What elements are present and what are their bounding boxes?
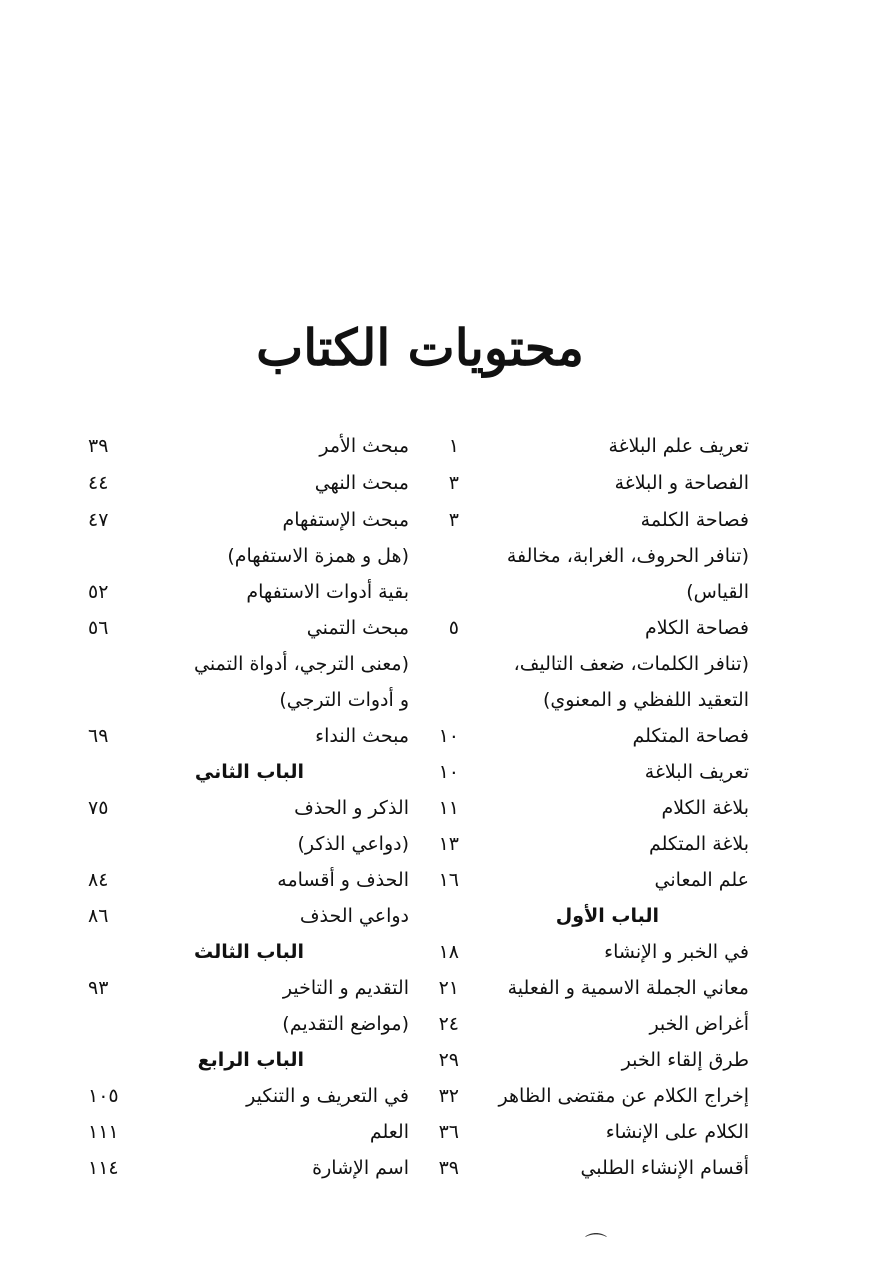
toc-entry-page: ١٠٥ — [88, 1085, 119, 1107]
toc-entry-page: ٣ — [448, 472, 459, 494]
toc-row — [0, 722, 869, 758]
chapter-heading: الباب الرابع — [197, 1049, 304, 1071]
toc-entry-title: (تنافر الكلمات، ضعف التاليف، — [513, 653, 749, 675]
chapter-heading: الباب الثاني — [194, 761, 304, 783]
toc-row — [0, 1118, 869, 1154]
toc-entry-page: ٢٩ — [438, 1049, 459, 1071]
toc-row — [0, 614, 869, 650]
toc-entry-page: ٩٣ — [88, 977, 109, 999]
toc-entry-title: مبحث التمني — [306, 617, 409, 639]
toc-entry-title: الفصاحة و البلاغة — [614, 472, 749, 494]
toc-row — [0, 686, 869, 722]
toc-entry-title: إخراج الكلام عن مقتضى الظاهر — [498, 1085, 749, 1107]
toc-entry-title: (معنى الترجي، أدواة التمني — [194, 653, 409, 675]
toc-entry-page: ٨٤ — [88, 869, 109, 891]
toc-entry-title: دواعي الحذف — [299, 905, 409, 927]
toc-entry-page: ١١ — [438, 797, 459, 819]
toc-entry-title: بقية أدوات الاستفهام — [246, 581, 409, 603]
toc-row — [0, 830, 869, 866]
toc-entry-page: ٦٩ — [88, 725, 109, 747]
toc-entry-title: القياس) — [686, 581, 749, 603]
toc-entry-title: فصاحة الكلمة — [640, 509, 749, 531]
page-mark-glyph: ⌒ — [585, 1233, 608, 1258]
toc-row — [0, 974, 869, 1010]
toc-entry-title: التعقيد اللفظي و المعنوي) — [542, 689, 749, 711]
toc-entry-page: ٣٩ — [438, 1157, 459, 1179]
chapter-heading: الباب الأول — [555, 905, 659, 927]
toc-entry-title: تعريف البلاغة — [644, 761, 749, 783]
toc-entry-title: (هل و همزة الاستفهام) — [227, 545, 409, 567]
toc-row — [0, 794, 869, 830]
toc-entry-title: علم المعاني — [654, 869, 749, 891]
toc-entry-title: بلاغة الكلام — [661, 797, 749, 819]
toc-entry-page: ٢١ — [438, 977, 459, 999]
toc-entry-title: فصاحة المتكلم — [632, 725, 749, 747]
toc-entry-page: ١٦ — [438, 869, 459, 891]
toc-entry-title: الذكر و الحذف — [294, 797, 409, 819]
toc-row — [0, 866, 869, 902]
toc-entry-page: ٣٢ — [438, 1085, 459, 1107]
toc-entry-title: طرق إلقاء الخبر — [621, 1049, 749, 1071]
toc-entry-page: ١٣ — [438, 833, 459, 855]
toc-entry-page: ٣٩ — [88, 435, 109, 457]
toc-entry-title: أقسام الإنشاء الطلبي — [580, 1157, 749, 1179]
toc-entry-title: مبحث النداء — [315, 725, 409, 747]
toc-entry-title: اسم الإشارة — [312, 1157, 409, 1179]
toc-row — [0, 650, 869, 686]
toc-row — [0, 578, 869, 614]
page-title: محتويات الكتاب — [256, 318, 584, 377]
toc-entry-page: ٤٤ — [88, 472, 109, 494]
toc-entry-page: ٥٢ — [88, 581, 109, 603]
toc-row — [0, 432, 869, 468]
toc-entry-title: (دواعي الذكر) — [297, 833, 409, 855]
toc-entry-title: (تنافر الحروف، الغرابة، مخالفة — [506, 545, 749, 567]
toc-entry-page: ٨٦ — [88, 905, 109, 927]
toc-entry-title: فصاحة الكلام — [645, 617, 749, 639]
toc-entry-title: مبحث النهي — [314, 472, 409, 494]
toc-entry-page: ٢٤ — [438, 1013, 459, 1035]
toc-entry-page: ١٨ — [438, 941, 459, 963]
toc-row — [0, 902, 869, 938]
toc-entry-title: بلاغة المتكلم — [648, 833, 749, 855]
toc-row — [0, 1082, 869, 1118]
toc-row — [0, 758, 869, 794]
toc-entry-title: أغراض الخبر — [649, 1013, 749, 1035]
toc-entry-title: في الخبر و الإنشاء — [604, 941, 749, 963]
toc-entry-title: تعريف علم البلاغة — [608, 435, 749, 457]
toc-entry-title: في التعريف و التنكير — [246, 1085, 409, 1107]
toc-row — [0, 469, 869, 505]
toc-entry-page: ٥٦ — [88, 617, 109, 639]
toc-entry-page: ٧٥ — [88, 797, 109, 819]
toc-entry-title: و أدوات الترجي) — [279, 689, 409, 711]
toc-entry-title: (مواضع التقديم) — [282, 1013, 409, 1035]
toc-entry-title: معاني الجملة الاسمية و الفعلية — [507, 977, 749, 999]
toc-entry-title: الكلام على الإنشاء — [605, 1121, 749, 1143]
toc-row — [0, 938, 869, 974]
toc-row — [0, 1046, 869, 1082]
toc-entry-title: التقديم و التاخير — [282, 977, 409, 999]
toc-entry-page: ٣٦ — [438, 1121, 459, 1143]
toc-row — [0, 542, 869, 578]
toc-row — [0, 1010, 869, 1046]
toc-entry-page: ٤٧ — [88, 509, 109, 531]
toc-entry-title: مبحث الأمر — [319, 435, 409, 457]
toc-row — [0, 1154, 869, 1190]
toc-entry-page: ١١١ — [88, 1121, 119, 1143]
toc-row — [0, 506, 869, 542]
toc-entry-title: مبحث الإستفهام — [282, 509, 409, 531]
toc-entry-page: ١ — [448, 435, 459, 457]
toc-entry-title: العلم — [369, 1121, 409, 1143]
toc-entry-page: ٣ — [448, 509, 459, 531]
chapter-heading: الباب الثالث — [193, 941, 304, 963]
toc-entry-page: ١٠ — [438, 725, 459, 747]
toc-entry-page: ١٠ — [438, 761, 459, 783]
toc-entry-title: الحذف و أقسامه — [277, 869, 409, 891]
toc-entry-page: ٥ — [448, 617, 459, 639]
toc-entry-page: ١١٤ — [88, 1157, 119, 1179]
